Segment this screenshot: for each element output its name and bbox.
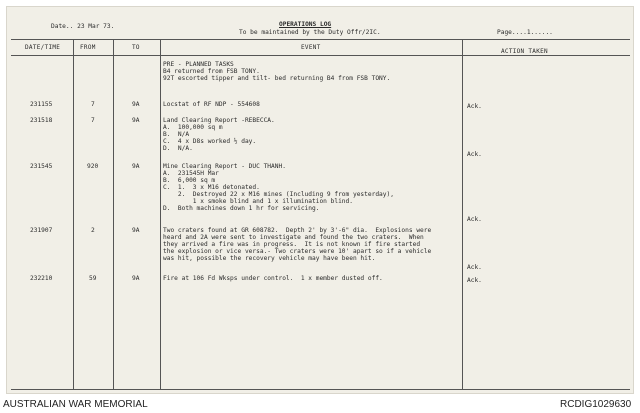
table-bottom-rule bbox=[11, 389, 630, 390]
row-2-event: Land Clearing Report -REBECCA. A. 100,000 sq m B. N/A C. 4 x D8s worked ½ day. D. N/A. bbox=[163, 117, 275, 152]
col-divider-2 bbox=[113, 39, 114, 389]
page-label bbox=[497, 29, 553, 36]
row-1-event: Locstat of RF NDP - 554608 bbox=[163, 101, 260, 108]
col-header-from: FROM bbox=[80, 44, 96, 51]
col-header-action: ACTION TAKEN bbox=[501, 48, 548, 55]
row-3-datetime: 231545 bbox=[30, 163, 53, 170]
row-4-datetime: 231907 bbox=[30, 227, 53, 234]
row-3-to: 9A bbox=[132, 163, 140, 170]
date-value: 23 Mar 73. bbox=[77, 23, 115, 30]
page-label-text: Page.... bbox=[497, 29, 527, 36]
row-5-to: 9A bbox=[132, 275, 140, 282]
maintained-by: To be maintained by the Duty Offr/2IC. bbox=[239, 29, 381, 36]
row-4-from: 2 bbox=[91, 227, 95, 234]
date-label-text: Date.. bbox=[51, 23, 74, 30]
page-value: 1...... bbox=[526, 29, 553, 36]
row-2-from: 7 bbox=[91, 117, 95, 124]
archive-reference: RCDIG1029630 bbox=[560, 399, 632, 410]
row-1-from: 7 bbox=[91, 101, 95, 108]
row-1-action: Ack. bbox=[467, 103, 482, 110]
row-4-event: Two craters found at GR 608782. Depth 2' by 3'-6" dia. Explosions were heard and 2A were sent to investigate and found the two craters. When they arrived a fire was in progress. It is not known if fire started the explosion or vice versa.- Two craters were 10' apart so if a vehicle was hit, possible the recovery vehicle may have been hit. bbox=[163, 227, 432, 262]
row-1-to: 9A bbox=[132, 101, 140, 108]
col-header-to: TO bbox=[132, 44, 140, 51]
row-2-to: 9A bbox=[132, 117, 140, 124]
row-4-action: Ack. bbox=[467, 264, 482, 271]
row-5-datetime: 232210 bbox=[30, 275, 53, 282]
col-divider-3 bbox=[160, 39, 161, 389]
col-divider-1 bbox=[73, 39, 74, 389]
date-label bbox=[51, 23, 114, 30]
row-5-action: Ack. bbox=[467, 277, 482, 284]
col-divider-4 bbox=[462, 39, 463, 389]
log-title: OPERATIONS LOG bbox=[279, 21, 332, 28]
header-bottom-rule bbox=[11, 55, 630, 56]
row-2-datetime: 231518 bbox=[30, 117, 53, 124]
table-top-rule bbox=[11, 39, 630, 40]
row-1-datetime: 231155 bbox=[30, 101, 53, 108]
archive-credit: AUSTRALIAN WAR MEMORIAL bbox=[3, 399, 148, 410]
row-3-event: Mine Clearing Report - DUC THANH. A. 231545H Mar B. 6,000 sq m C. 1. 3 x M16 detonated. 2. Destroyed 22 x M16 mines (Including 9 from yesterday), 1 x smoke blind and 1 x illumination blind. D. Both machines down 1 hr for servicing. bbox=[163, 163, 394, 212]
planned-tasks: PRE - PLANNED TASKS B4 returned from FSB TONY. 92T escorted tipper and tilt- bed returning B4 from FSB TONY. bbox=[163, 61, 391, 82]
row-2-action: Ack. bbox=[467, 151, 482, 158]
col-header-datetime: DATE/TIME bbox=[25, 44, 61, 51]
row-3-action: Ack. bbox=[467, 216, 482, 223]
row-3-from: 920 bbox=[87, 163, 99, 170]
row-5-event: Fire at 106 Fd Wksps under control. 1 x member dusted off. bbox=[163, 275, 383, 282]
col-header-event: EVENT bbox=[301, 44, 321, 51]
log-sheet bbox=[6, 6, 634, 394]
row-4-to: 9A bbox=[132, 227, 140, 234]
row-5-from: 59 bbox=[89, 275, 97, 282]
